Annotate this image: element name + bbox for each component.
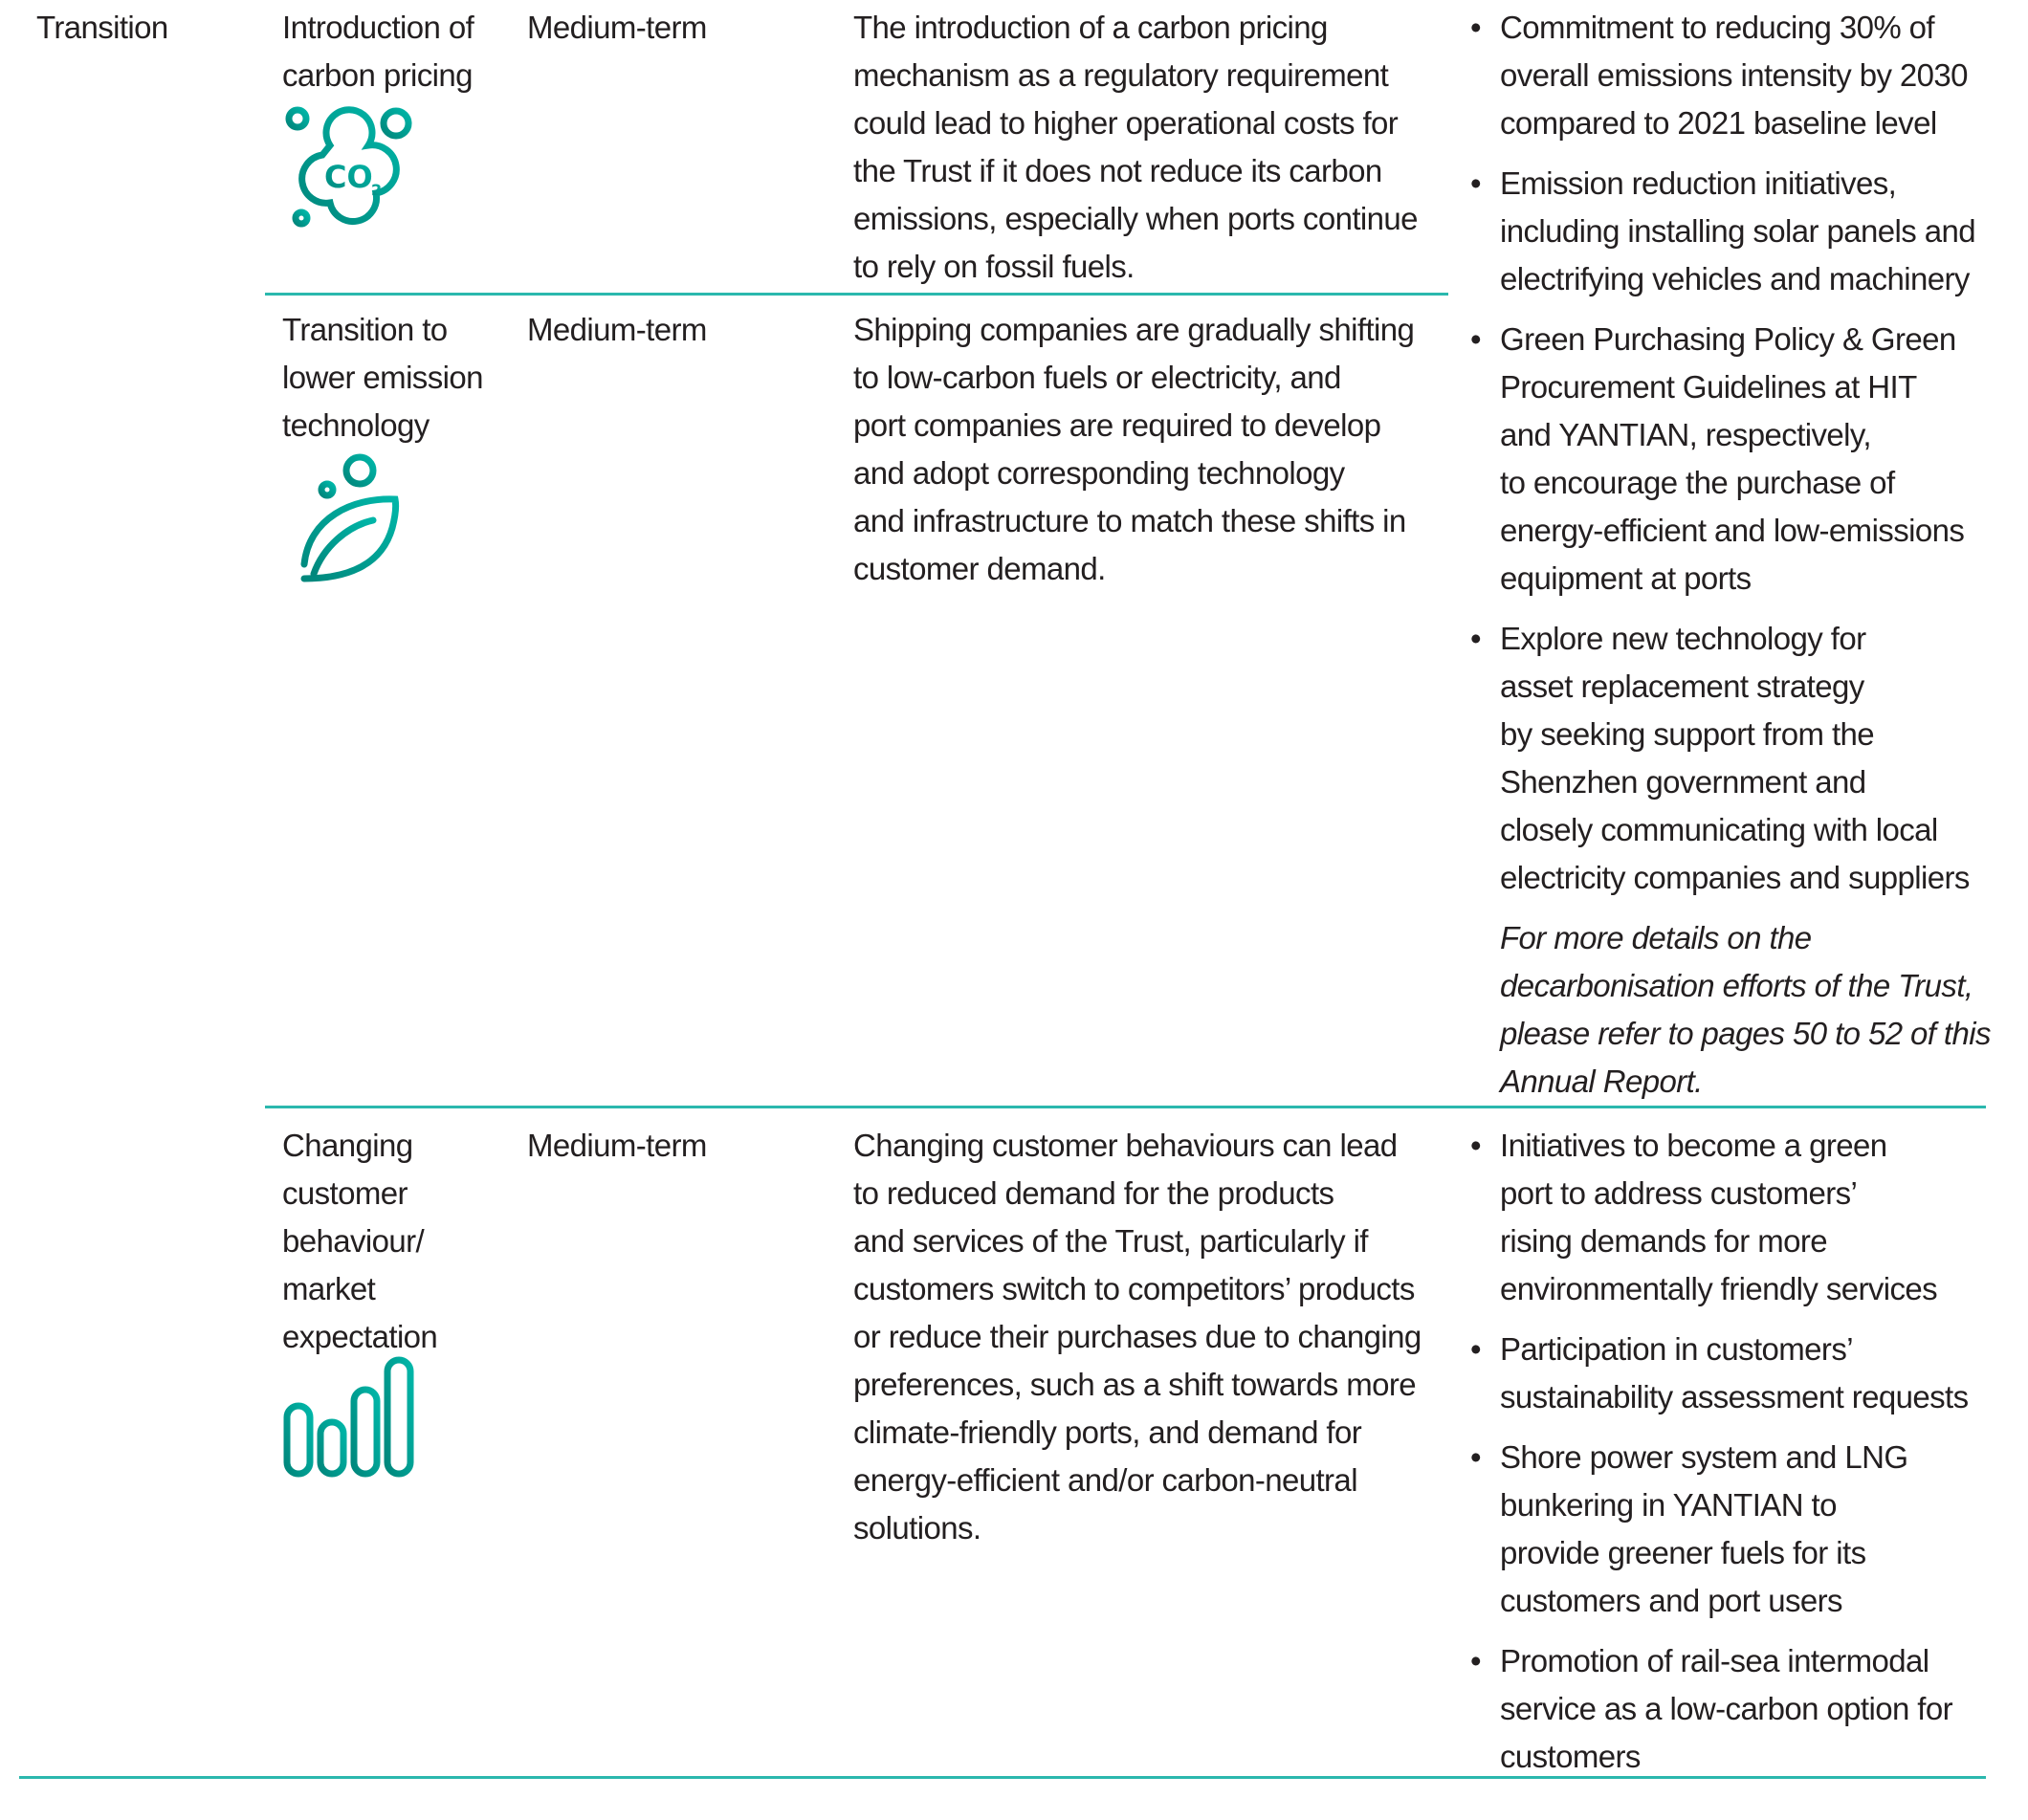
- response-line: Green Purchasing Policy & Green: [1500, 321, 1956, 357]
- response-bullet: [1470, 1122, 1938, 1313]
- risk-name-line: behaviour/: [282, 1223, 425, 1259]
- response-line: Shenzhen government and: [1500, 764, 1866, 800]
- risk-name-line: carbon pricing: [282, 57, 473, 93]
- risk-name-line: customer: [282, 1175, 408, 1211]
- bullet-icon: •: [1470, 165, 1481, 201]
- response-line: Emission reduction initiatives,: [1500, 165, 1897, 201]
- description-line: Changing customer behaviours can lead: [853, 1128, 1398, 1163]
- time-horizon-customer-behaviour: Medium-term: [527, 1128, 707, 1163]
- risk-name-line: lower emission: [282, 360, 483, 395]
- response-line: by seeking support from the: [1500, 716, 1875, 752]
- cross-reference-note: [1500, 914, 1991, 1106]
- description-line: or reduce their purchases due to changing: [853, 1319, 1422, 1354]
- description-line: and services of the Trust, particularly if: [853, 1223, 1368, 1259]
- response-bullet: [1470, 1434, 1908, 1625]
- risk-name-line: market: [282, 1271, 376, 1306]
- response-line: electrifying vehicles and machinery: [1500, 261, 1970, 296]
- leaf-icon: [295, 451, 402, 587]
- description-carbon-pricing: [853, 4, 1418, 291]
- description-lower-emission-technology: [853, 306, 1414, 593]
- risk-category-label: Transition: [36, 10, 168, 45]
- note-line: decarbonisation efforts of the Trust,: [1500, 968, 1973, 1003]
- response-line: overall emissions intensity by 2030: [1500, 57, 1968, 93]
- response-line: Commitment to reducing 30% of: [1500, 10, 1934, 45]
- description-line: to rely on fossil fuels.: [853, 249, 1135, 284]
- response-line: bunkering in YANTIAN to: [1500, 1487, 1837, 1523]
- note-line: please refer to pages 50 to 52 of this: [1500, 1016, 1991, 1051]
- response-line: including installing solar panels and: [1500, 213, 1975, 249]
- response-line: to encourage the purchase of: [1500, 465, 1895, 500]
- row-divider: [265, 293, 1448, 296]
- description-line: solutions.: [853, 1510, 981, 1546]
- row-divider: [265, 1106, 1986, 1108]
- co2-icon-label: CO: [324, 159, 373, 195]
- response-bullet: [1470, 1326, 1969, 1421]
- description-line: port companies are required to develop: [853, 407, 1381, 443]
- description-line: to low-carbon fuels or electricity, and: [853, 360, 1341, 395]
- response-line: and YANTIAN, respectively,: [1500, 417, 1871, 452]
- description-line: Shipping companies are gradually shifting: [853, 312, 1415, 347]
- bullet-icon: •: [1470, 1439, 1481, 1475]
- response-line: compared to 2021 baseline level: [1500, 105, 1937, 141]
- description-line: mechanism as a regulatory requirement: [853, 57, 1389, 93]
- description-line: could lead to higher operational costs for: [853, 105, 1399, 141]
- response-bullet: [1470, 615, 1970, 902]
- risk-name-line: technology: [282, 407, 430, 443]
- description-line: customers switch to competitors’ products: [853, 1271, 1415, 1306]
- time-horizon-lower-emission-technology: Medium-term: [527, 312, 707, 347]
- response-line: equipment at ports: [1500, 560, 1752, 596]
- description-line: customer demand.: [853, 551, 1106, 586]
- response-line: electricity companies and suppliers: [1500, 860, 1970, 895]
- risk-name-customer-behaviour: [282, 1122, 437, 1361]
- response-bullet: [1470, 1637, 1953, 1781]
- bullet-icon: •: [1470, 1643, 1481, 1678]
- bar-chart-icon: [281, 1356, 415, 1479]
- response-bullet: [1470, 316, 1965, 603]
- response-line: asset replacement strategy: [1500, 669, 1864, 704]
- risk-name-line: Introduction of: [282, 10, 474, 45]
- risk-name-line: Changing: [282, 1128, 413, 1163]
- co2-icon-subscript: 2: [371, 181, 383, 199]
- response-line: sustainability assessment requests: [1500, 1379, 1969, 1414]
- response-line: provide greener fuels for its: [1500, 1535, 1866, 1570]
- response-line: rising demands for more: [1500, 1223, 1828, 1259]
- bullet-icon: •: [1470, 10, 1481, 45]
- description-line: the Trust if it does not reduce its carbon: [853, 153, 1382, 188]
- description-line: preferences, such as a shift towards more: [853, 1367, 1417, 1402]
- risk-name-line: Transition to: [282, 312, 448, 347]
- response-line: Promotion of rail-sea intermodal: [1500, 1643, 1929, 1678]
- response-line: port to address customers’: [1500, 1175, 1858, 1211]
- description-line: and adopt corresponding technology: [853, 455, 1345, 491]
- description-line: and infrastructure to match these shifts in: [853, 503, 1406, 538]
- description-line: energy-efficient and/or carbon-neutral: [853, 1462, 1357, 1498]
- risk-name-lower-emission-technology: [282, 306, 483, 450]
- note-line: Annual Report.: [1500, 1063, 1703, 1099]
- response-line: Procurement Guidelines at HIT: [1500, 369, 1917, 405]
- response-line: service as a low-carbon option for: [1500, 1691, 1953, 1726]
- response-line: Shore power system and LNG: [1500, 1439, 1908, 1475]
- bullet-icon: •: [1470, 621, 1481, 656]
- bullet-icon: •: [1470, 1128, 1481, 1163]
- description-line: climate-friendly ports, and demand for: [853, 1414, 1362, 1450]
- co2-cloud-icon: [280, 105, 414, 239]
- response-bullet: [1470, 4, 1968, 147]
- note-line: For more details on the: [1500, 920, 1812, 955]
- risk-name-carbon-pricing: [282, 4, 474, 99]
- response-bullet: [1470, 160, 1975, 303]
- response-line: closely communicating with local: [1500, 812, 1938, 847]
- response-line: Participation in customers’: [1500, 1331, 1853, 1367]
- response-line: Explore new technology for: [1500, 621, 1866, 656]
- response-line: customers: [1500, 1739, 1641, 1774]
- description-line: The introduction of a carbon pricing: [853, 10, 1328, 45]
- table-bottom-rule: [19, 1776, 1986, 1779]
- response-line: energy-efficient and low-emissions: [1500, 513, 1965, 548]
- description-line: emissions, especially when ports continue: [853, 201, 1418, 236]
- risk-name-line: expectation: [282, 1319, 438, 1354]
- response-line: environmentally friendly services: [1500, 1271, 1938, 1306]
- response-line: customers and port users: [1500, 1583, 1842, 1618]
- description-customer-behaviour: [853, 1122, 1422, 1552]
- bullet-icon: •: [1470, 1331, 1481, 1367]
- bullet-icon: •: [1470, 321, 1481, 357]
- response-line: Initiatives to become a green: [1500, 1128, 1887, 1163]
- time-horizon-carbon-pricing: Medium-term: [527, 10, 707, 45]
- description-line: to reduced demand for the products: [853, 1175, 1334, 1211]
